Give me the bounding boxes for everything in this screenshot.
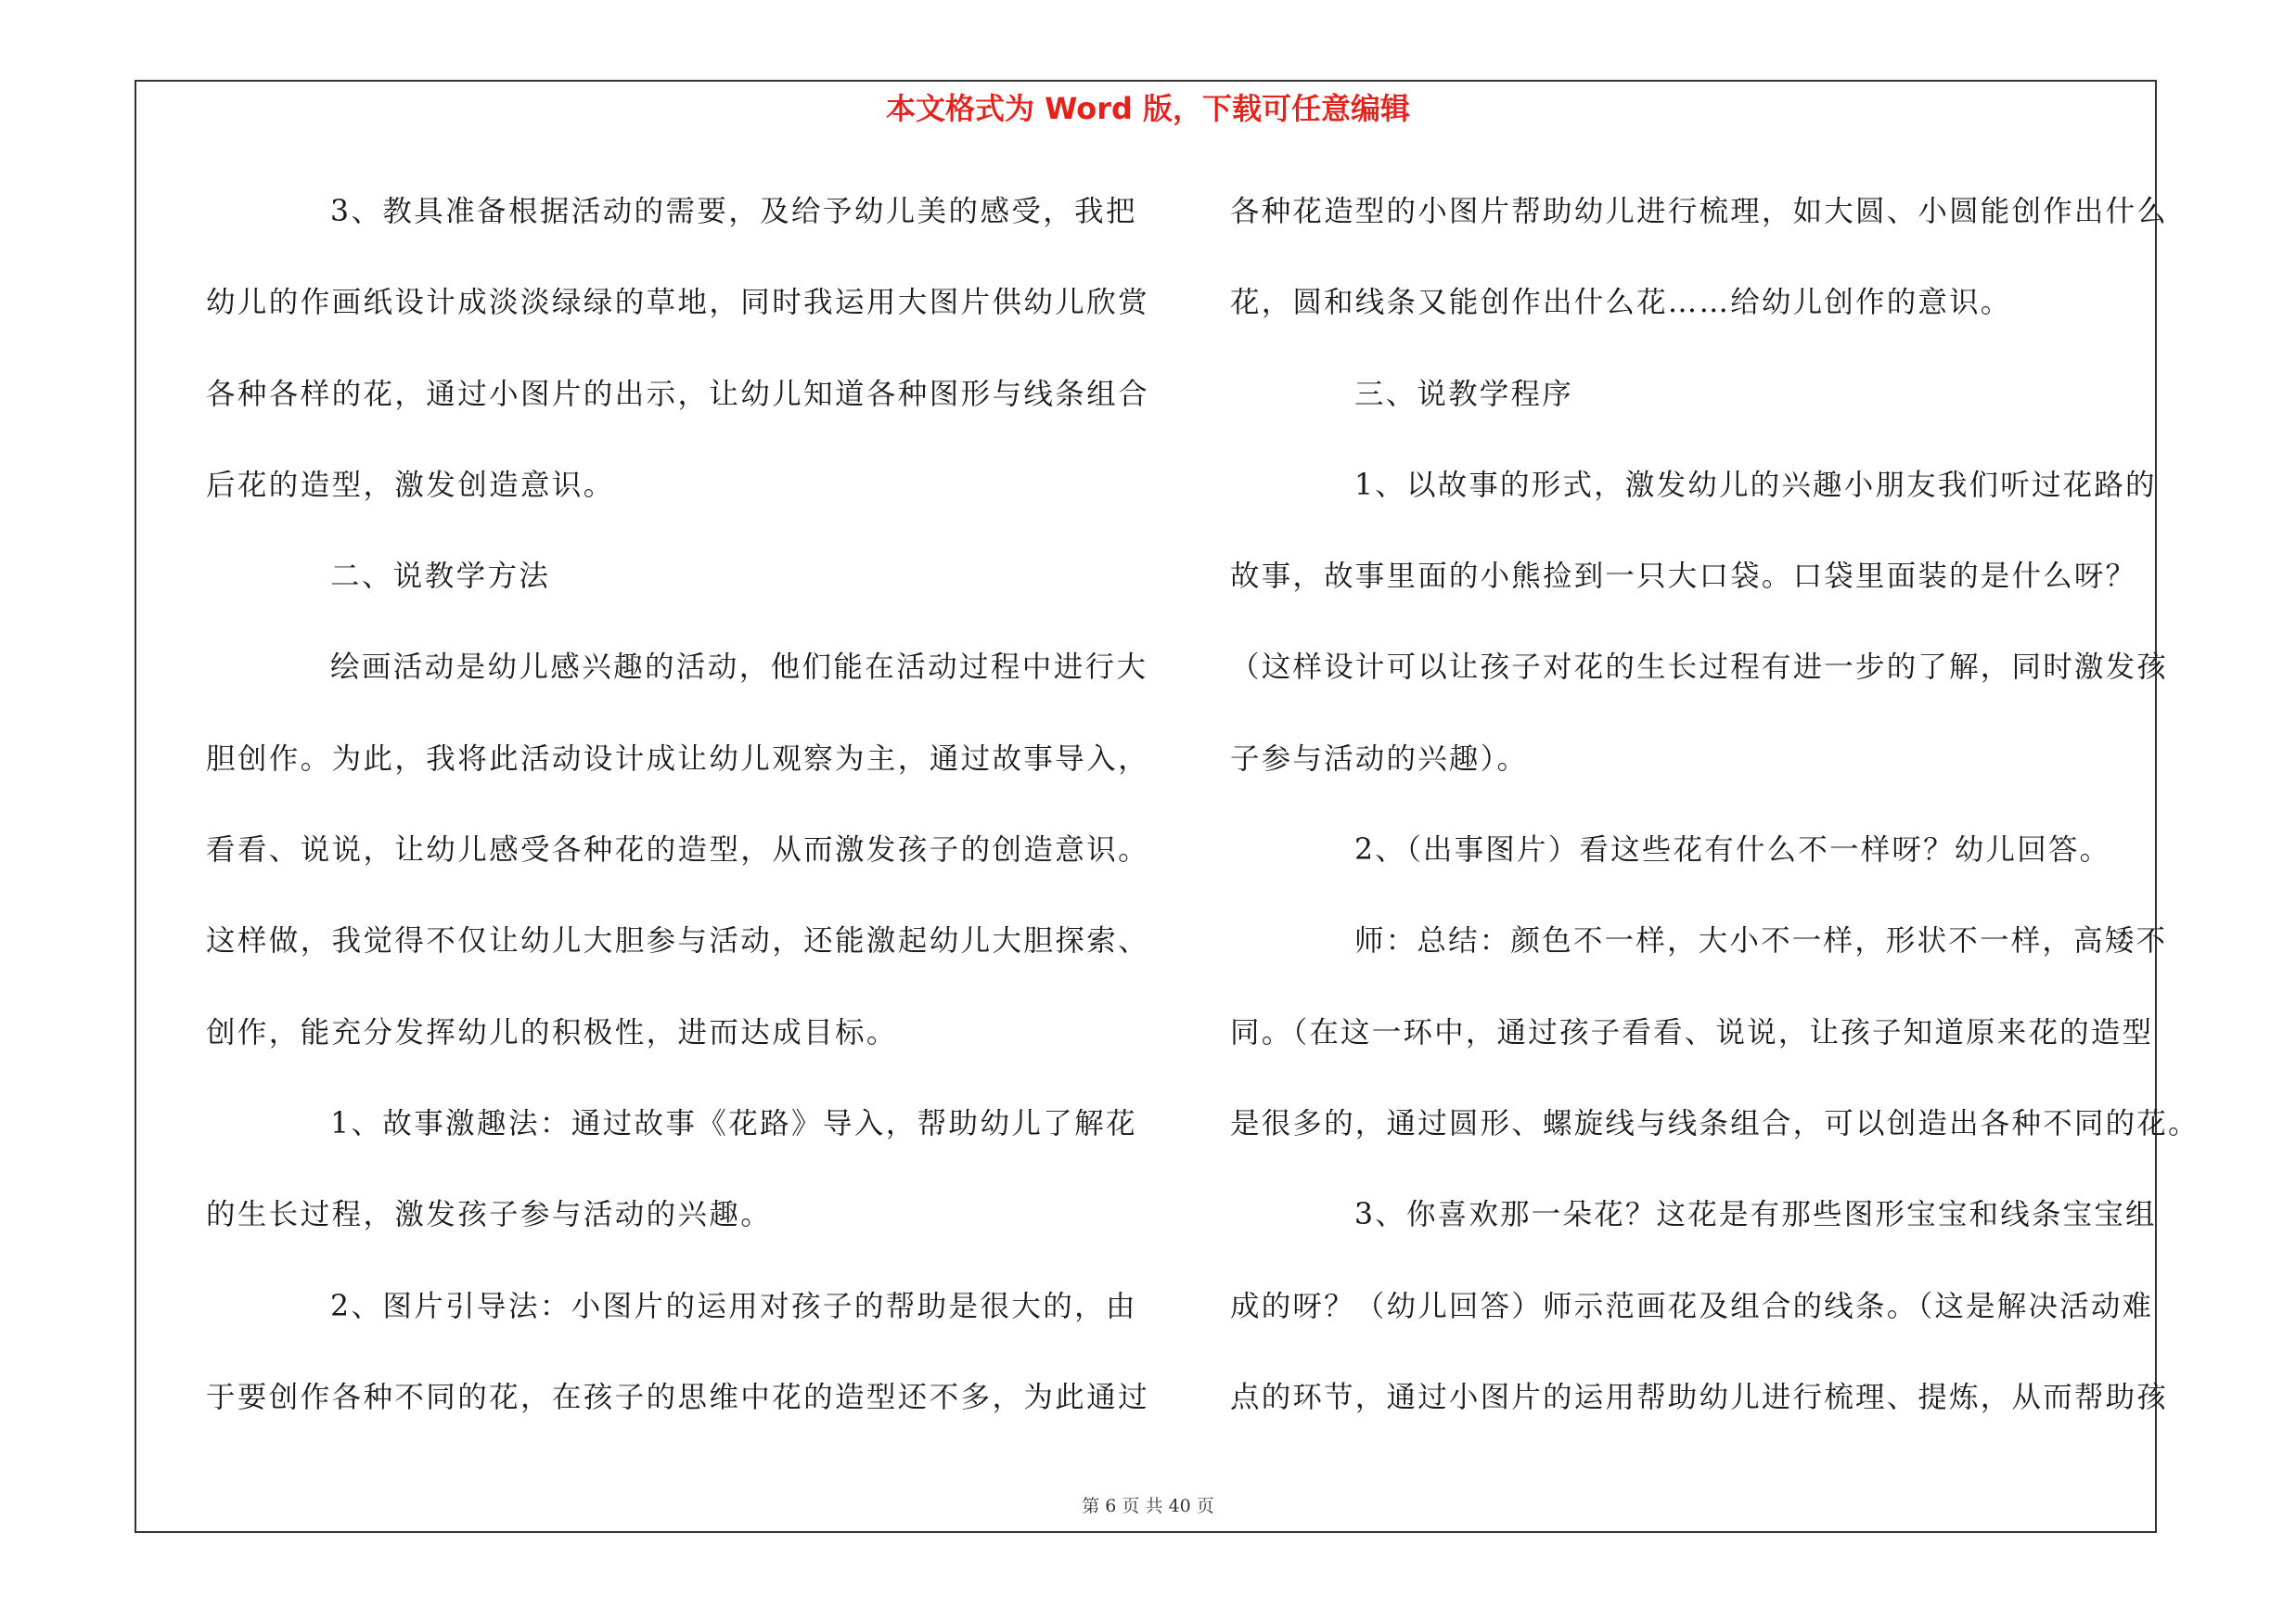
text-line: 各种各样的花，通过小图片的出示，让幼儿知道各种图形与线条组合	[206, 377, 1150, 411]
text-line: 3、教具准备根据活动的需要，及给予幼儿美的感受，我把	[330, 195, 1137, 228]
text-line: 这样做，我觉得不仅让幼儿大胆参与活动，还能激起幼儿大胆探索、	[206, 924, 1150, 959]
text-line: 幼儿的作画纸设计成淡淡绿绿的草地，同时我运用大图片供幼儿欣赏	[206, 286, 1150, 320]
text-line: 是很多的，通过圆形、螺旋线与线条组合，可以创造出各种不同的花。	[1230, 1106, 2200, 1140]
text-line: 1、故事激趣法：通过故事《花路》导入，帮助幼儿了解花	[330, 1106, 1137, 1140]
text-line: 2、（出事图片）看这些花有什么不一样呀？幼儿回答。	[1354, 833, 2111, 868]
text-line: 各种花造型的小图片帮助幼儿进行梳理，如大圆、小圆能创作出什么	[1230, 195, 2169, 228]
text-line: 同。（在这一环中，通过孩子看看、说说，让孩子知道原来花的造型	[1230, 1015, 2154, 1050]
text-line: 2、图片引导法：小图片的运用对孩子的帮助是很大的，由	[330, 1289, 1137, 1323]
text-line: 绘画活动是幼儿感兴趣的活动，他们能在活动过程中进行大	[330, 650, 1148, 685]
text-line: 师：总结：颜色不一样，大小不一样，形状不一样，高矮不	[1354, 924, 2168, 959]
text-line: 创作，能充分发挥幼儿的积极性，进而达成目标。	[206, 1015, 898, 1050]
text-line: （这样设计可以让孩子对花的生长过程有进一步的了解，同时激发孩	[1230, 650, 2169, 685]
text-line: 的生长过程，激发孩子参与活动的兴趣。	[206, 1198, 773, 1232]
text-line: 二、说教学方法	[330, 560, 551, 594]
text-line: 胆创作。为此，我将此活动设计成让幼儿观察为主，通过故事导入，	[206, 741, 1150, 776]
text-line: 点的环节，通过小图片的运用帮助幼儿进行梳理、提炼，从而帮助孩	[1230, 1380, 2169, 1414]
text-line: 后花的造型，激发创造意识。	[206, 468, 615, 502]
text-line: 于要创作各种不同的花，在孩子的思维中花的造型还不多，为此通过	[206, 1380, 1150, 1414]
page-number-footer: 第 6 页 共 40 页	[1082, 1496, 1214, 1516]
left-text-column	[206, 182, 1150, 1459]
text-line: 成的呀？（幼儿回答）师示范画花及组合的线条。（这是解决活动难	[1230, 1289, 2154, 1323]
text-line: 子参与活动的兴趣）。	[1230, 741, 1529, 776]
text-line: 3、你喜欢那一朵花？这花是有那些图形宝宝和线条宝宝组	[1354, 1198, 2157, 1232]
text-line: 看看、说说，让幼儿感受各种花的造型，从而激发孩子的创造意识。	[206, 833, 1150, 868]
document-header-title: 本文格式为 Word 版，下载可任意编辑	[885, 91, 1411, 126]
right-text-column	[1230, 182, 2200, 1459]
text-line: 三、说教学程序	[1354, 377, 1573, 411]
text-line: 故事，故事里面的小熊捡到一只大口袋。口袋里面装的是什么呀？	[1230, 560, 2137, 594]
text-line: 1、以故事的形式，激发幼儿的兴趣小朋友我们听过花路的	[1354, 468, 2157, 502]
text-line: 花，圆和线条又能创作出什么花……给幼儿创作的意识。	[1230, 286, 2012, 320]
